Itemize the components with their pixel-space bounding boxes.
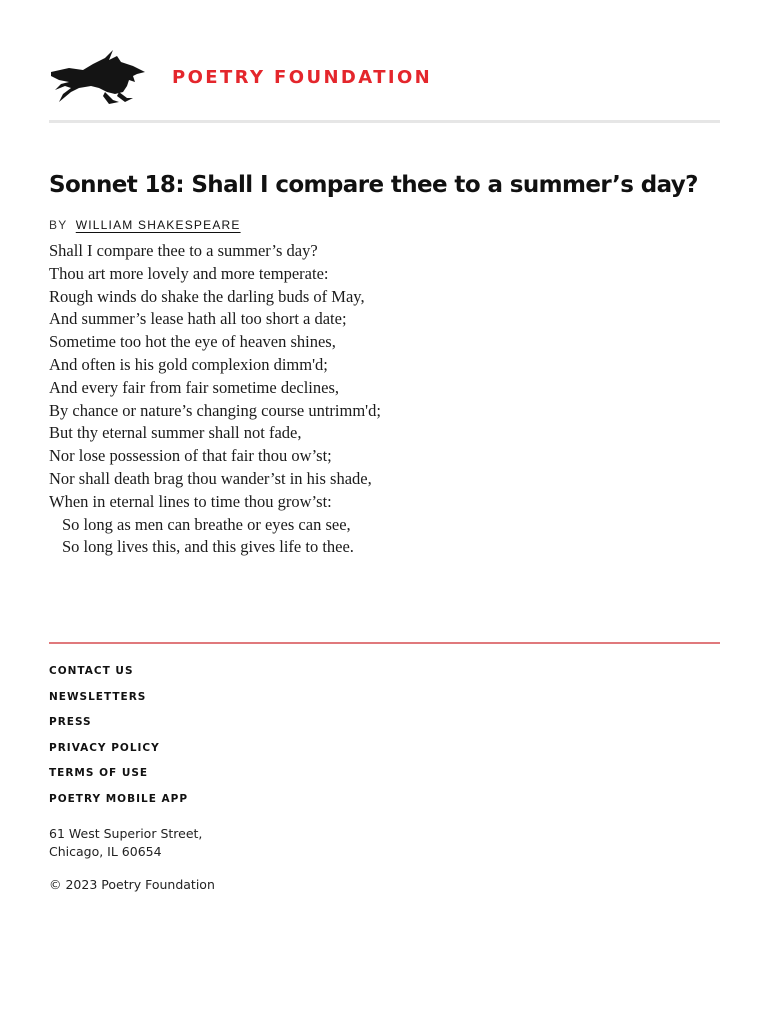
footer-divider — [49, 642, 720, 644]
footer-link-mobile-app[interactable]: POETRY MOBILE APP — [49, 792, 189, 805]
header-divider — [49, 120, 720, 123]
site-brand-name[interactable]: POETRY FOUNDATION — [172, 67, 433, 88]
footer-nav — [49, 665, 188, 818]
address-city: Chicago, IL 60654 — [49, 844, 162, 859]
poem-line: And often is his gold complexion dimm'd; — [49, 354, 328, 374]
poem-body — [49, 240, 381, 559]
poem-line: And every fair from fair sometime declines, — [49, 377, 340, 397]
poem-byline — [49, 218, 241, 232]
poem-line: So long as men can breathe or eyes can see, — [62, 514, 351, 534]
poem-line: Shall I compare thee to a summer’s day? — [49, 241, 318, 260]
poem-title: Sonnet 18: Shall I compare thee to a summer’s day? — [49, 172, 698, 198]
poem-line: Nor lose possession of that fair thou ow’st; — [49, 446, 332, 466]
footer-link-terms-of-use[interactable]: TERMS OF USE — [49, 767, 149, 779]
pegasus-bird-icon[interactable] — [49, 48, 147, 108]
footer-link-contact-us[interactable]: CONTACT US — [49, 665, 134, 677]
site-header — [49, 46, 720, 108]
poem-line: Sometime too hot the eye of heaven shines, — [49, 332, 336, 352]
footer-copyright: © 2023 Poetry Foundation — [49, 877, 215, 892]
footer-link-newsletters[interactable]: NEWSLETTERS — [49, 690, 147, 703]
address-street: 61 West Superior Street, — [49, 826, 203, 841]
poem-line: By chance or nature’s changing course untrimm'd; — [49, 400, 381, 420]
poem-line: Rough winds do shake the darling buds of May, — [49, 286, 365, 306]
author-link[interactable]: WILLIAM SHAKESPEARE — [75, 218, 241, 232]
poem-line: But thy eternal summer shall not fade, — [49, 423, 302, 443]
poem-line: Thou art more lovely and more temperate: — [49, 263, 329, 283]
footer-link-press[interactable]: PRESS — [49, 716, 92, 728]
poem-line: So long lives this, and this gives life to thee. — [62, 537, 354, 557]
footer-link-privacy-policy[interactable]: PRIVACY POLICY — [49, 741, 160, 754]
poem-line: And summer’s lease hath all too short a date; — [49, 309, 347, 329]
byline-label: BY — [49, 218, 68, 232]
poem-line: When in eternal lines to time thou grow’st: — [49, 491, 332, 511]
poem-line: Nor shall death brag thou wander’st in his shade, — [49, 468, 372, 488]
footer-address — [49, 825, 202, 861]
